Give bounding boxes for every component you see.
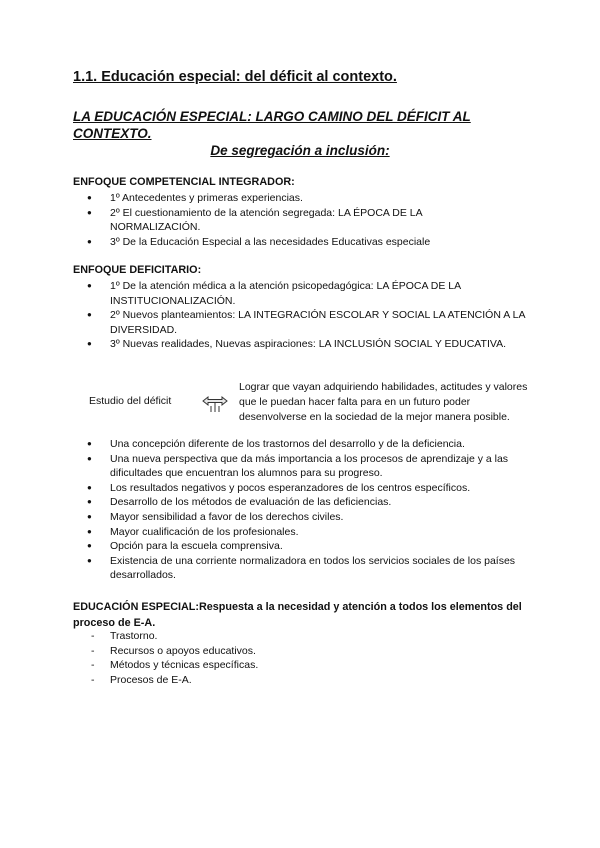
list-item: ● 1º De la atención médica a la atención psicopedagógica: LA ÉPOCA DE LA INSTITUCIONALIZACIÓN. xyxy=(73,279,533,308)
list-item: - Recursos o apoyos educativos. xyxy=(73,644,258,659)
enfoque-deficitario-title: ENFOQUE DEFICITARIO: xyxy=(73,264,202,276)
list-item: - Procesos de E-A. xyxy=(73,673,258,688)
list-item: ● Los resultados negativos y pocos esperanzadores de los centros específicos. xyxy=(73,481,533,496)
list-item: ● Mayor sensibilidad a favor de los derechos civiles. xyxy=(73,510,533,525)
list-item: ● Mayor cualificación de los profesionales. xyxy=(73,525,533,540)
enfoque-deficitario-list xyxy=(73,279,533,352)
list-item: ● 2º Nuevos planteamientos: LA INTEGRACIÓN ESCOLAR Y SOCIAL LA ATENCIÓN A LA DIVERSIDAD. xyxy=(73,308,533,337)
list-item: ● 1º Antecedentes y primeras experiencias. xyxy=(73,191,493,206)
causes-list xyxy=(73,437,533,583)
subtitle: De segregación a inclusión: xyxy=(210,143,390,158)
list-item: ● 2º El cuestionamiento de la atención segregada: LA ÉPOCA DE LA NORMALIZACIÓN. xyxy=(73,206,493,235)
section-heading: 1.1. Educación especial: del déficit al contexto. xyxy=(73,69,397,85)
list-item: ● 3º De la Educación Especial a las necesidades Educativas especiale xyxy=(73,235,493,250)
list-item: ● Una concepción diferente de los trastornos del desarrollo y de la deficiencia. xyxy=(73,437,533,452)
estudio-deficit-label: Estudio del déficit xyxy=(89,395,172,407)
educacion-especial-definition: EDUCACIÓN ESPECIAL:Respuesta a la necesidad y atención a todos los elementos del proceso de E-A. xyxy=(73,601,522,629)
list-item: - Métodos y técnicas específicas. xyxy=(73,658,258,673)
enfoque-competencial-title: ENFOQUE COMPETENCIAL INTEGRADOR: xyxy=(73,176,295,188)
list-item: - Trastorno. xyxy=(73,629,258,644)
list-item: ● Desarrollo de los métodos de evaluación de las deficiencias. xyxy=(73,495,533,510)
list-item: ● 3º Nuevas realidades, Nuevas aspiraciones: LA INCLUSIÓN SOCIAL Y EDUCATIVA. xyxy=(73,337,533,352)
educacion-especial-list xyxy=(73,629,258,687)
double-arrow-icon xyxy=(202,392,228,414)
chapter-title: LA EDUCACIÓN ESPECIAL: LARGO CAMINO DEL DÉFICIT AL CONTEXTO. xyxy=(73,109,471,141)
enfoque-competencial-list xyxy=(73,191,493,249)
list-item: ● Una nueva perspectiva que da más importancia a los procesos de aprendizaje y a las dificultades que encuentran los alumnos para su progreso. xyxy=(73,452,533,481)
list-item: ● Existencia de una corriente normalizadora en todos los servicios sociales de los países desarrollados. xyxy=(73,554,533,583)
estudio-deficit-result: Lograr que vayan adquiriendo habilidades, actitudes y valores que le puedan hacer falta para en un futuro poder desenvolverse en la sociedad de la mejor manera posible. xyxy=(239,381,528,423)
list-item: ● Opción para la escuela comprensiva. xyxy=(73,539,533,554)
